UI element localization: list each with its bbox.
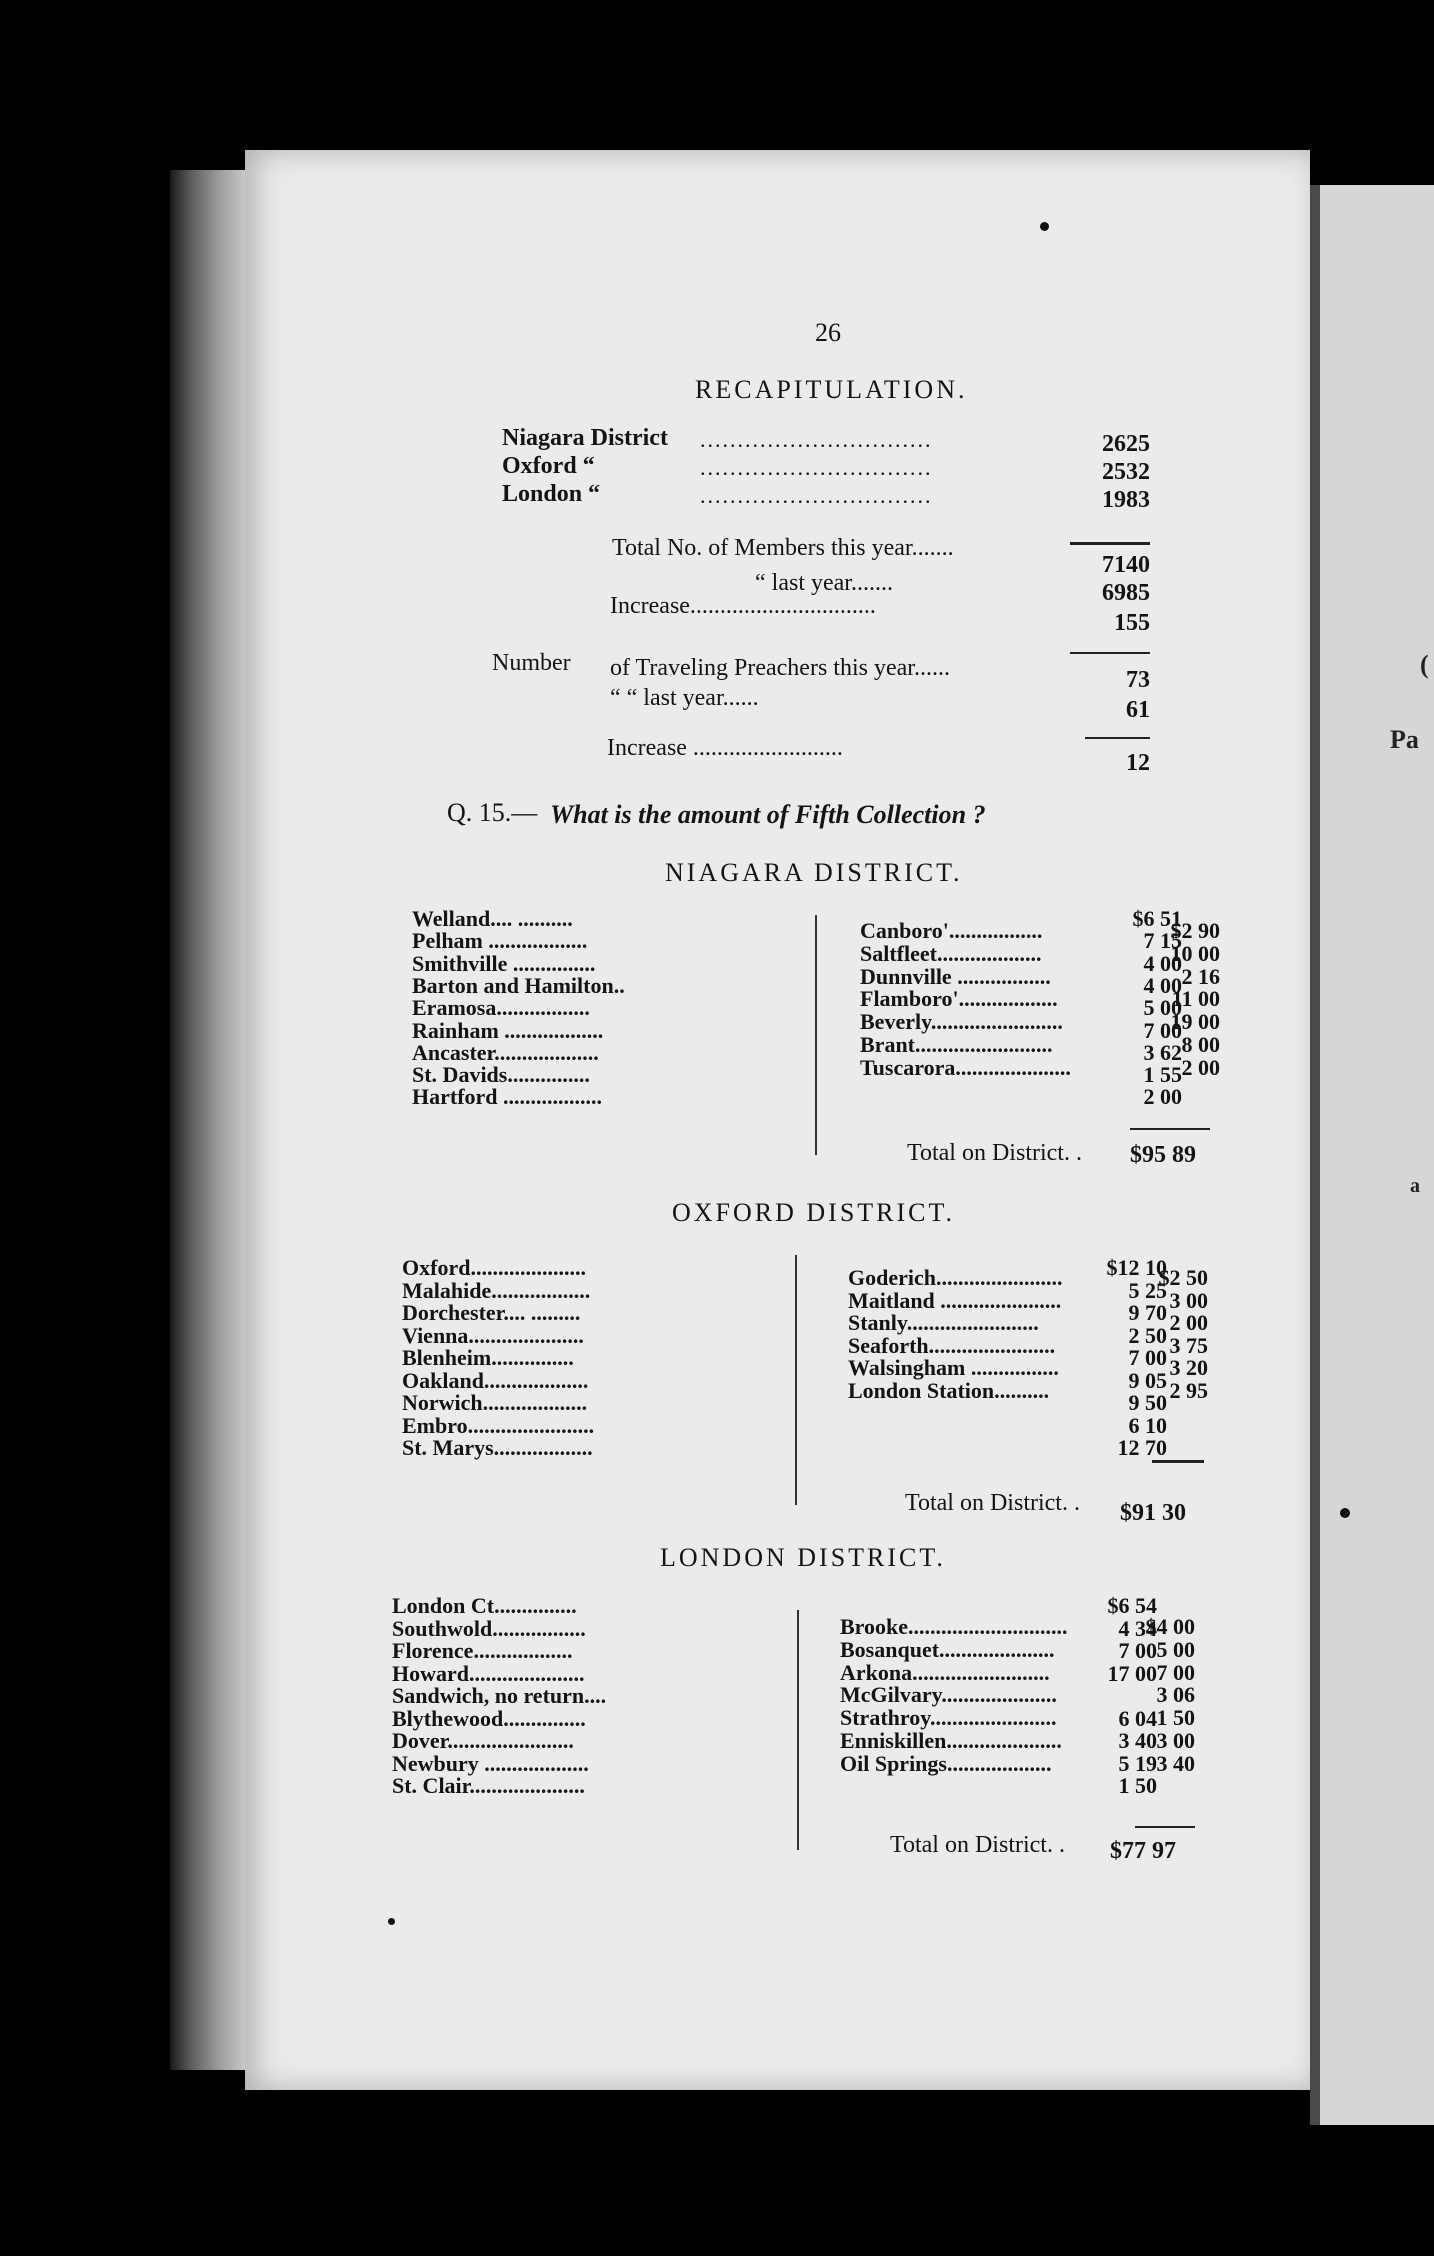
london-right-row xyxy=(840,1751,1195,1774)
leader-dots: ............................... xyxy=(700,427,933,452)
oxford-right-label: Stanly........................ xyxy=(848,1310,1039,1335)
sum-rule xyxy=(1152,1460,1204,1463)
ink-speck xyxy=(1340,1508,1350,1518)
oxford-right-row xyxy=(848,1355,1208,1378)
london-title: LONDON DISTRICT. xyxy=(660,1543,946,1572)
members-total-label: Total No. of Members this year....... xyxy=(612,535,954,561)
london-right-label: Arkona......................... xyxy=(840,1659,1050,1685)
london-left-label: St. Clair..................... xyxy=(392,1773,585,1798)
oxford-left-amount: 2 50 xyxy=(1128,1322,1167,1348)
london-right-amount: 1 50 xyxy=(1156,1705,1195,1731)
members-last-label: “ last year....... xyxy=(755,570,893,596)
london-total-label: Total on District. . xyxy=(890,1832,1065,1858)
london-right-amount: 7 00 xyxy=(1156,1659,1195,1685)
london-left-label: Howard..................... xyxy=(392,1660,585,1686)
niagara-right-row xyxy=(860,964,1220,987)
niagara-right-amount: 11 00 xyxy=(1171,986,1220,1012)
niagara-right-label: Saltfleet................... xyxy=(860,940,1042,966)
niagara-left-amount: 2 00 xyxy=(1143,1084,1182,1110)
niagara-right-amount: 8 00 xyxy=(1181,1032,1220,1057)
london-right-label: Enniskillen..................... xyxy=(840,1728,1062,1753)
ink-speck xyxy=(388,1918,395,1925)
oxford-left-label: Oxford..................... xyxy=(402,1255,586,1280)
page-number: 26 xyxy=(815,318,841,347)
recap-title: RECAPITULATION. xyxy=(695,375,968,404)
niagara-left-amount: 3 62 xyxy=(1143,1039,1182,1065)
oxford-right-row xyxy=(848,1288,1208,1311)
preachers-increase-label: Increase ......................... xyxy=(607,735,843,761)
niagara-right-row xyxy=(860,941,1220,964)
london-right-row xyxy=(840,1660,1195,1683)
oxford-left-label: St. Marys.................. xyxy=(402,1435,593,1460)
oxford-left-label: Blenheim............... xyxy=(402,1345,574,1370)
niagara-right-row xyxy=(860,1009,1220,1035)
members-last-value: 6985 xyxy=(1102,580,1150,606)
preachers-increase-value: 12 xyxy=(1126,750,1150,776)
oxford-left-row xyxy=(402,1435,1167,1458)
oxford-left-amount: 7 00 xyxy=(1128,1345,1167,1370)
niagara-total-label: Total on District. . xyxy=(907,1140,1082,1166)
question-text: What is the amount of Fifth Collection ? xyxy=(550,800,986,829)
niagara-left-label: St. Davids............... xyxy=(412,1062,590,1088)
adjacent-page-strip xyxy=(1310,185,1434,2125)
oxford-title: OXFORD DISTRICT. xyxy=(672,1198,955,1227)
london-right-row xyxy=(840,1728,1195,1751)
preachers-label: Number xyxy=(492,650,571,676)
oxford-total-label: Total on District. . xyxy=(905,1490,1080,1516)
london-left-label: Southwold................. xyxy=(392,1615,586,1641)
adjacent-fragment-2: Pa xyxy=(1390,725,1419,754)
london-right-label: Strathroy....................... xyxy=(840,1705,1057,1731)
oxford-right-row xyxy=(848,1333,1208,1356)
niagara-left-label: Hartford .................. xyxy=(412,1084,603,1110)
niagara-right-label: Canboro'................. xyxy=(860,918,1043,943)
recap-district-value: 2625 xyxy=(1102,431,1150,457)
london-right-amount: 3 00 xyxy=(1156,1728,1195,1753)
niagara-right-amount: 2 16 xyxy=(1181,963,1220,989)
london-right-amount: 5 00 xyxy=(1156,1636,1195,1662)
london-total-value: $77 97 xyxy=(1110,1838,1176,1864)
london-left-amount: 5 19 xyxy=(1118,1750,1157,1776)
recap-district-value: 2532 xyxy=(1102,459,1150,485)
niagara-left-amount: 4 00 xyxy=(1143,950,1182,976)
adjacent-fragment-1: ( xyxy=(1420,650,1429,679)
oxford-right-label: Walsingham ................ xyxy=(848,1355,1059,1380)
london-right-amount: 3 06 xyxy=(1156,1682,1195,1708)
london-left-label: Newbury ................... xyxy=(392,1750,589,1776)
oxford-right-amount: 2 00 xyxy=(1169,1310,1208,1335)
sum-rule xyxy=(1085,737,1150,739)
oxford-right-amount: $2 50 xyxy=(1158,1265,1208,1290)
niagara-left-label: Pelham .................. xyxy=(412,928,588,954)
london-right-row xyxy=(840,1682,1195,1708)
london-left-amount: $6 54 xyxy=(1107,1593,1157,1618)
london-right-row xyxy=(840,1614,1195,1637)
adjacent-fragment-3: a xyxy=(1410,1175,1420,1197)
niagara-left-amount: 7 00 xyxy=(1143,1017,1182,1043)
preachers-last-value: 61 xyxy=(1126,697,1150,723)
london-left-label: London Ct............... xyxy=(392,1593,577,1618)
niagara-left-label: Eramosa................. xyxy=(412,995,590,1021)
ink-speck xyxy=(1040,222,1049,231)
niagara-left-amount: 1 55 xyxy=(1143,1062,1182,1088)
preachers-this-label: of Traveling Preachers this year...... xyxy=(610,655,950,681)
oxford-left-amount: $12 10 xyxy=(1106,1255,1167,1280)
niagara-right-label: Brant......................... xyxy=(860,1032,1053,1057)
london-left-label: Sandwich, no return.... xyxy=(392,1683,607,1708)
sum-rule xyxy=(1135,1826,1195,1828)
oxford-left-amount: 9 70 xyxy=(1128,1300,1167,1325)
london-right-label: Brooke............................. xyxy=(840,1614,1068,1639)
niagara-title: NIAGARA DISTRICT. xyxy=(665,858,963,887)
london-left-label: Dover....................... xyxy=(392,1728,574,1753)
niagara-right-label: Flamboro'.................. xyxy=(860,986,1058,1012)
london-left-label: Florence.................. xyxy=(392,1638,573,1663)
recap-district-name: London “ xyxy=(502,481,601,507)
sum-rule xyxy=(1130,1128,1210,1130)
oxford-right-amount: 2 95 xyxy=(1169,1377,1208,1403)
niagara-left-label: Ancaster................... xyxy=(412,1039,599,1065)
london-right-label: McGilvary..................... xyxy=(840,1682,1057,1708)
oxford-left-label: Dorchester.... ......... xyxy=(402,1300,581,1325)
preachers-this-value: 73 xyxy=(1126,667,1150,693)
london-left-amount: 4 34 xyxy=(1118,1615,1157,1641)
london-left-label: Blythewood............... xyxy=(392,1705,586,1731)
oxford-left-amount: 6 10 xyxy=(1128,1412,1167,1438)
london-right-label: Bosanquet..................... xyxy=(840,1636,1055,1662)
london-right-row xyxy=(840,1637,1195,1660)
niagara-left-label: Barton and Hamilton.. xyxy=(412,972,625,998)
niagara-right-amount: 19 00 xyxy=(1170,1009,1220,1035)
sum-rule xyxy=(1070,652,1150,654)
niagara-left-label: Smithville ............... xyxy=(412,950,596,976)
niagara-right-amount: 2 00 xyxy=(1181,1054,1220,1080)
niagara-right-row xyxy=(860,918,1220,941)
sum-rule xyxy=(1070,542,1150,545)
oxford-right-amount: 3 75 xyxy=(1169,1332,1208,1358)
oxford-left-amount: 5 25 xyxy=(1128,1277,1167,1303)
recap-district-value: 1983 xyxy=(1102,487,1150,513)
niagara-left-label: Welland.... .......... xyxy=(412,906,573,931)
oxford-right-label: Seaforth....................... xyxy=(848,1332,1056,1358)
niagara-left-amount: 7 15 xyxy=(1143,928,1182,954)
niagara-total-value: $95 89 xyxy=(1130,1142,1196,1168)
niagara-right-label: Tuscarora..................... xyxy=(860,1054,1071,1080)
niagara-right-label: Dunnville ................. xyxy=(860,963,1051,989)
london-left-amount: 6 04 xyxy=(1118,1705,1157,1731)
niagara-left-amount: 4 00 xyxy=(1143,972,1182,998)
members-total-value: 7140 xyxy=(1102,552,1150,578)
oxford-right-amount: 3 00 xyxy=(1169,1287,1208,1313)
members-increase-label: Increase............................... xyxy=(610,593,876,619)
leader-dots: ............................... xyxy=(700,483,933,508)
oxford-left-amount: 9 05 xyxy=(1128,1367,1167,1393)
question-number: Q. 15.— xyxy=(447,798,538,827)
oxford-left-row xyxy=(402,1413,1167,1436)
recap-district-name: Oxford “ xyxy=(502,453,595,479)
london-left-row xyxy=(392,1593,1157,1616)
oxford-total-value: $91 30 xyxy=(1120,1500,1186,1526)
oxford-left-label: Malahide.................. xyxy=(402,1277,591,1303)
oxford-right-label: London Station.......... xyxy=(848,1377,1050,1403)
london-right-row xyxy=(840,1705,1195,1731)
niagara-left-amount: 5 00 xyxy=(1143,995,1182,1021)
oxford-left-amount: 9 50 xyxy=(1128,1390,1167,1415)
preachers-last-label: “ “ last year...... xyxy=(610,685,759,711)
oxford-right-row xyxy=(848,1310,1208,1333)
oxford-left-label: Embro....................... xyxy=(402,1412,595,1438)
niagara-left-row xyxy=(412,1084,1182,1110)
oxford-left-label: Vienna..................... xyxy=(402,1322,584,1348)
niagara-right-amount: $2 90 xyxy=(1170,918,1220,943)
london-left-amount: 1 50 xyxy=(1118,1773,1157,1798)
london-right-amount: 3 40 xyxy=(1156,1750,1195,1776)
oxford-right-amount: 3 20 xyxy=(1169,1355,1208,1380)
london-left-amount: 7 00 xyxy=(1118,1638,1157,1663)
niagara-right-row xyxy=(860,1055,1220,1078)
london-left-amount: 3 40 xyxy=(1118,1728,1157,1753)
oxford-left-amount: 12 70 xyxy=(1117,1435,1167,1460)
oxford-right-row xyxy=(848,1378,1208,1401)
recap-district-name: Niagara District xyxy=(502,425,668,451)
niagara-left-label: Rainham .................. xyxy=(412,1017,604,1043)
oxford-left-label: Norwich................... xyxy=(402,1390,588,1415)
leader-dots: ............................... xyxy=(700,455,933,480)
niagara-right-label: Beverly........................ xyxy=(860,1009,1063,1035)
niagara-left-amount: $6 51 xyxy=(1132,906,1182,931)
niagara-right-row xyxy=(860,986,1220,1012)
niagara-right-row xyxy=(860,1032,1220,1055)
oxford-right-row xyxy=(848,1265,1208,1288)
oxford-left-label: Oakland................... xyxy=(402,1367,589,1393)
oxford-right-label: Maitland ...................... xyxy=(848,1287,1062,1313)
members-increase-value: 155 xyxy=(1114,610,1150,636)
london-left-amount: 17 00 xyxy=(1107,1660,1157,1686)
oxford-right-label: Goderich....................... xyxy=(848,1265,1063,1290)
london-right-amount: $4 00 xyxy=(1145,1614,1195,1639)
london-right-label: Oil Springs................... xyxy=(840,1750,1052,1776)
book-spine-shadow xyxy=(170,170,250,2070)
niagara-right-amount: 10 00 xyxy=(1170,940,1220,966)
